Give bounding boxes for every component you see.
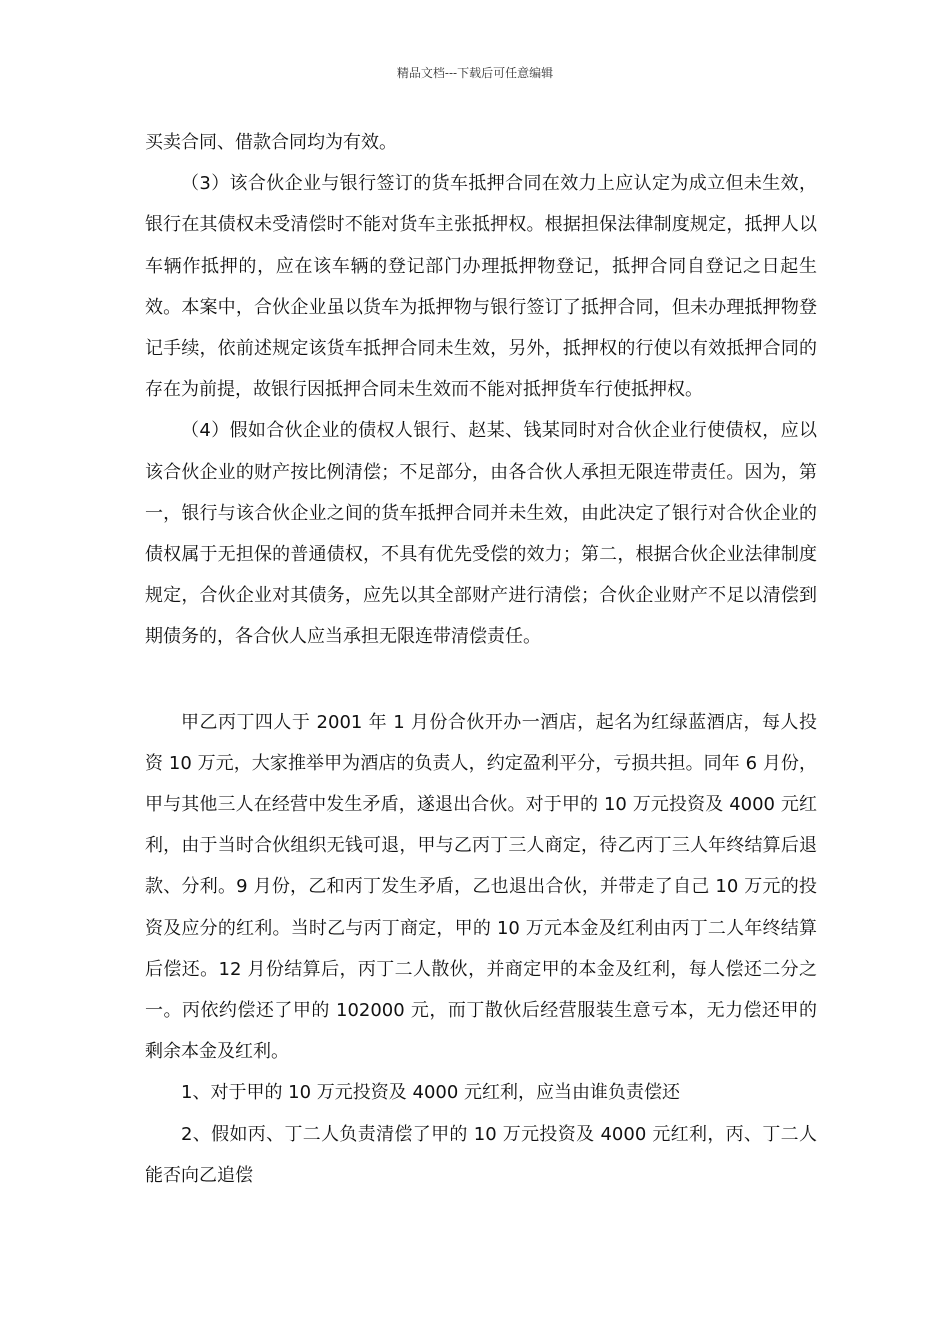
document-body [145, 122, 817, 1196]
paragraph-answer-4: （4）假如合伙企业的债权人银行、赵某、钱某同时对合伙企业行使债权，应以该合伙企业的财产按比例清偿；不足部分，由各合伙人承担无限连带责任。因为，第一，银行与该合伙企业之间的货车抵押合同并未生效，由此决定了银行对合伙企业的债权属于无担保的普通债权，不具有优先受偿的效力；第二，根据合伙企业法律制度规定，合伙企业对其债务，应先以其全部财产进行清偿；合伙企业财产不足以清偿到期债务的，各合伙人应当承担无限连带清偿责任。 [145, 420, 817, 648]
paragraph-case-description: 甲乙丙丁四人于 2001 年 1 月份合伙开办一酒店，起名为红绿蓝酒店，每人投资 10 万元，大家推举甲为酒店的负责人，约定盈利平分，亏损共担。同年 6 月份，甲与其他三人在经营中发生矛盾，遂退出合伙。对于甲的 10 万元投资及 4000 元红利，由于当时合伙组织无钱可退，甲与乙丙丁三人商定，待乙丙丁三人年终结算后退款、分利。9 月份，乙和丙丁发生矛盾，乙也退出合伙，并带走了自己 10 万元的投资及应分的红利。当时乙与丙丁商定，甲的 10 万元本金及红利由丙丁二人年终结算后偿还。12 月份结算后，丙丁二人散伙，并商定甲的本金及红利，每人偿还二分之一。丙依约偿还了甲的 102000 元，而丁散伙后经营服装生意亏本，无力偿还甲的剩余本金及红利。 [145, 711, 817, 1063]
paragraph-answer-3: （3）该合伙企业与银行签订的货车抵押合同在效力上应认定为成立但未生效，银行在其债权未受清偿时不能对货车主张抵押权。根据担保法律制度规定，抵押人以车辆作抵押的，应在该车辆的登记部门办理抵押物登记，抵押合同自登记之日起生效。本案中，合伙企业虽以货车为抵押物与银行签订了抵押合同，但未办理抵押物登记手续，依前述规定该货车抵押合同未生效，另外，抵押权的行使以有效抵押合同的存在为前提，故银行因抵押合同未生效而不能对抵押货车行使抵押权。 [145, 173, 817, 401]
question-1: 1、对于甲的 10 万元投资及 4000 元红利，应当由谁负责偿还 [181, 1082, 681, 1104]
question-2: 2、假如丙、丁二人负责清偿了甲的 10 万元投资及 4000 元红利，丙、丁二人能否向乙追偿 [145, 1123, 817, 1186]
section-gap [145, 658, 817, 702]
paragraph-contract-validity: 买卖合同、借款合同均为有效。 [145, 132, 397, 153]
page-header: 精品文档---下载后可任意编辑 [396, 66, 554, 80]
